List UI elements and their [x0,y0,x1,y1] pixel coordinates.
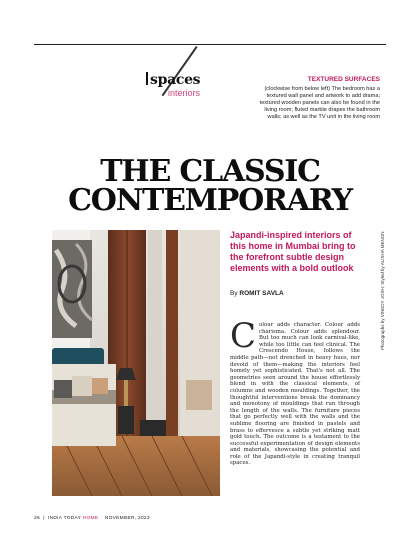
photo-credit: Photographs by VINEDY JOSH; Styled by ALISHA MENON [380,231,385,350]
article-body [230,316,360,467]
headline-line-1: THE CLASSIC [100,154,320,189]
byline-author: ROMIT SAVLA [239,290,284,297]
caption-text: (clockwise from below left) The bedroom has a textured wall panel and artwork to add drama; textured wooden panels can also be found in the living room; fluted marble drapes the bathroom walls; as well as the TV unit in the living room [259,86,380,120]
section-label [146,72,200,88]
section-name: spaces [150,72,201,88]
byline [230,290,284,297]
section-sublabel: interiors [168,88,201,98]
byline-prefix: By [230,290,240,297]
article-text: olour adds character. Colour adds charisma. Colour adds splendour. But too much can look carnival-like, while too little can feel clinical. The Crescendo House, follows the middle path—not drenched in heavy hues, nor devoid of them—making the interiors feel homely yet sophisticated. That's not all. The geometries seen around the house effortlessly blend in with the classical elements, of columns and wooden mouldings. Together, the thoughtful interventions break the dominancy and monotony of mouldings that run through the length of the walls. The furniture pieces that go perfectly well with the walls and the sublime flooring are finished in pastels and brass to effervesce a subtle yet striking matt gold touch. The outcome is a testament to the successful experimentation of design elements and materials, showcasing the potential and role of the Japandi-style in creating tranquil spaces. [230,322,360,467]
headline-line-2: CONTEMPORARY [68,183,352,218]
publication-name-accent: HOME [82,516,99,521]
issue-date: NOVEMBER, 2023 [104,516,150,521]
bedroom-photo [52,230,220,496]
page-footer: 26 | INDIA TODAY HOME NOVEMBER, 2023 [34,516,150,521]
article-deck: Japandi-inspired interiors of this home in Mumbai bring to the forefront subtle design elements with a bold outlook [230,230,356,273]
dropcap: C [230,316,257,356]
header-rule [34,44,386,45]
publication-name: INDIA TODAY [48,516,82,521]
page-number: 26 [34,516,40,521]
caption-heading: TEXTURED SURFACES [307,76,380,83]
